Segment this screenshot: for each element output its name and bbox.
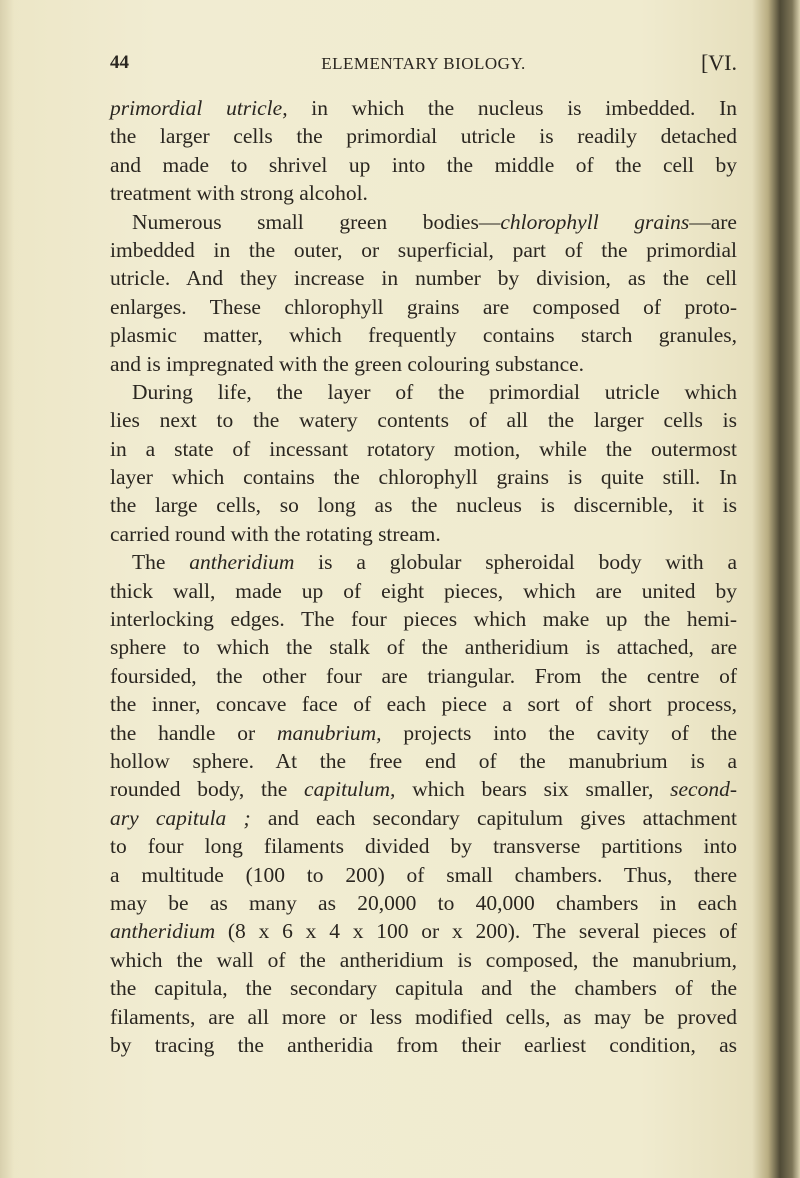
text-line: [110, 321, 737, 349]
italic-term: manubrium,: [276, 720, 382, 745]
running-title: ELEMENTARY BIOLOGY.: [321, 54, 526, 73]
text-run: in a state of incessant rotatory motion, while the outermost: [110, 436, 737, 461]
text-run: The: [132, 550, 190, 575]
text-run: treatment with strong alcohol.: [110, 181, 368, 206]
text-run: to four long filaments divided by transverse partitions into: [110, 834, 737, 859]
page-number: 44: [110, 52, 129, 73]
text-line: [110, 520, 737, 548]
text-run: lies next to the watery contents of all the larger cells is: [110, 408, 737, 433]
text-line: [110, 179, 737, 207]
text-line: [110, 662, 737, 690]
text-line: [110, 719, 737, 747]
text-run: sphere to which the stalk of the antheridium is attached, are: [110, 635, 737, 660]
text-run: utricle. And they increase in number by division, as the cell: [110, 266, 737, 291]
text-line: [110, 804, 737, 832]
italic-term: capitulum,: [304, 777, 396, 802]
text-run: imbedded in the outer, or superficial, part of the primordial: [110, 237, 737, 262]
italic-term: chlorophyll grains: [500, 209, 690, 234]
text-run: foursided, the other four are triangular. From the centre of: [110, 663, 737, 688]
text-line: [110, 435, 737, 463]
text-line: [110, 690, 737, 718]
italic-term: antheridium: [110, 919, 216, 944]
text-run: During life, the layer of the primordial utricle which: [132, 379, 737, 404]
text-run: the large cells, so long as the nucleus is discernible, it is: [110, 493, 737, 518]
text-line: [110, 378, 737, 406]
text-line: [110, 491, 737, 519]
text-run: Numerous small green bodies—: [132, 209, 501, 234]
text-run: carried round with the rotating stream.: [110, 521, 441, 546]
text-run: a multitude (100 to 200) of small chambers. Thus, there: [110, 862, 737, 887]
text-line: [110, 775, 737, 803]
body-text: [110, 94, 737, 1059]
text-run: thick wall, made up of eight pieces, which are united by: [110, 578, 737, 603]
text-run: by tracing the antheridia from their earliest condition, as: [110, 1032, 737, 1057]
text-run: and made to shrivel up into the middle of the cell by: [110, 152, 737, 177]
text-line: [110, 577, 737, 605]
text-run: interlocking edges. The four pieces which make up the hemi-: [110, 607, 737, 632]
page-edge: [0, 0, 14, 1178]
text-run: which bears six smaller,: [395, 777, 671, 802]
text-line: [110, 350, 737, 378]
text-line: [110, 406, 737, 434]
text-line: [110, 946, 737, 974]
text-run: the capitula, the secondary capitula and the chambers of the: [110, 976, 737, 1001]
text-run: layer which contains the chlorophyll grains is quite still. In: [110, 465, 737, 490]
text-line: [110, 264, 737, 292]
text-line: [110, 889, 737, 917]
text-line: [110, 832, 737, 860]
text-line: [110, 293, 737, 321]
text-line: [110, 208, 737, 236]
text-line: [110, 122, 737, 150]
text-run: rounded body, the: [110, 777, 305, 802]
text-line: [110, 236, 737, 264]
text-run: in which the nucleus is imbedded. In: [287, 96, 737, 120]
text-run: the handle or: [110, 720, 277, 745]
text-line: [110, 633, 737, 661]
text-line: [110, 974, 737, 1002]
text-run: plasmic matter, which frequently contains starch granules,: [110, 323, 737, 348]
text-run: (8 x 6 x 4 x 100 or x 200). The several pieces of: [215, 919, 737, 944]
running-header: [110, 52, 737, 82]
text-run: projects into the cavity of the: [381, 720, 737, 745]
text-run: is a globular spheroidal body with a: [294, 550, 737, 575]
text-line: [110, 548, 737, 576]
text-line: [110, 151, 737, 179]
text-run: the inner, concave face of each piece a sort of short process,: [110, 692, 737, 717]
italic-term: antheridium: [189, 550, 295, 575]
text-line: [110, 1031, 737, 1059]
text-run: and is impregnated with the green colouring substance.: [110, 351, 585, 376]
italic-term: primordial utricle,: [110, 96, 288, 120]
text-run: and each secondary capitulum gives attachment: [250, 805, 737, 830]
text-line: [110, 861, 737, 889]
text-line: [110, 463, 737, 491]
section-marker: [VI.: [700, 50, 737, 75]
text-run: filaments, are all more or less modified cells, as may be proved: [110, 1004, 737, 1029]
italic-term: second-: [670, 777, 737, 802]
italic-term: ary capitula ;: [110, 805, 251, 830]
text-line: [110, 94, 737, 122]
text-line: [110, 917, 737, 945]
text-line: [110, 747, 737, 775]
text-run: may be as many as 20,000 to 40,000 chambers in each: [110, 890, 737, 915]
text-run: the larger cells the primordial utricle is readily detached: [110, 124, 737, 149]
text-run: —are: [689, 209, 737, 234]
text-run: hollow sphere. At the free end of the manubrium is a: [110, 748, 737, 773]
text-line: [110, 1003, 737, 1031]
text-run: enlarges. These chlorophyll grains are composed of proto-: [110, 294, 737, 319]
text-run: which the wall of the antheridium is composed, the manubrium,: [110, 947, 737, 972]
text-line: [110, 605, 737, 633]
